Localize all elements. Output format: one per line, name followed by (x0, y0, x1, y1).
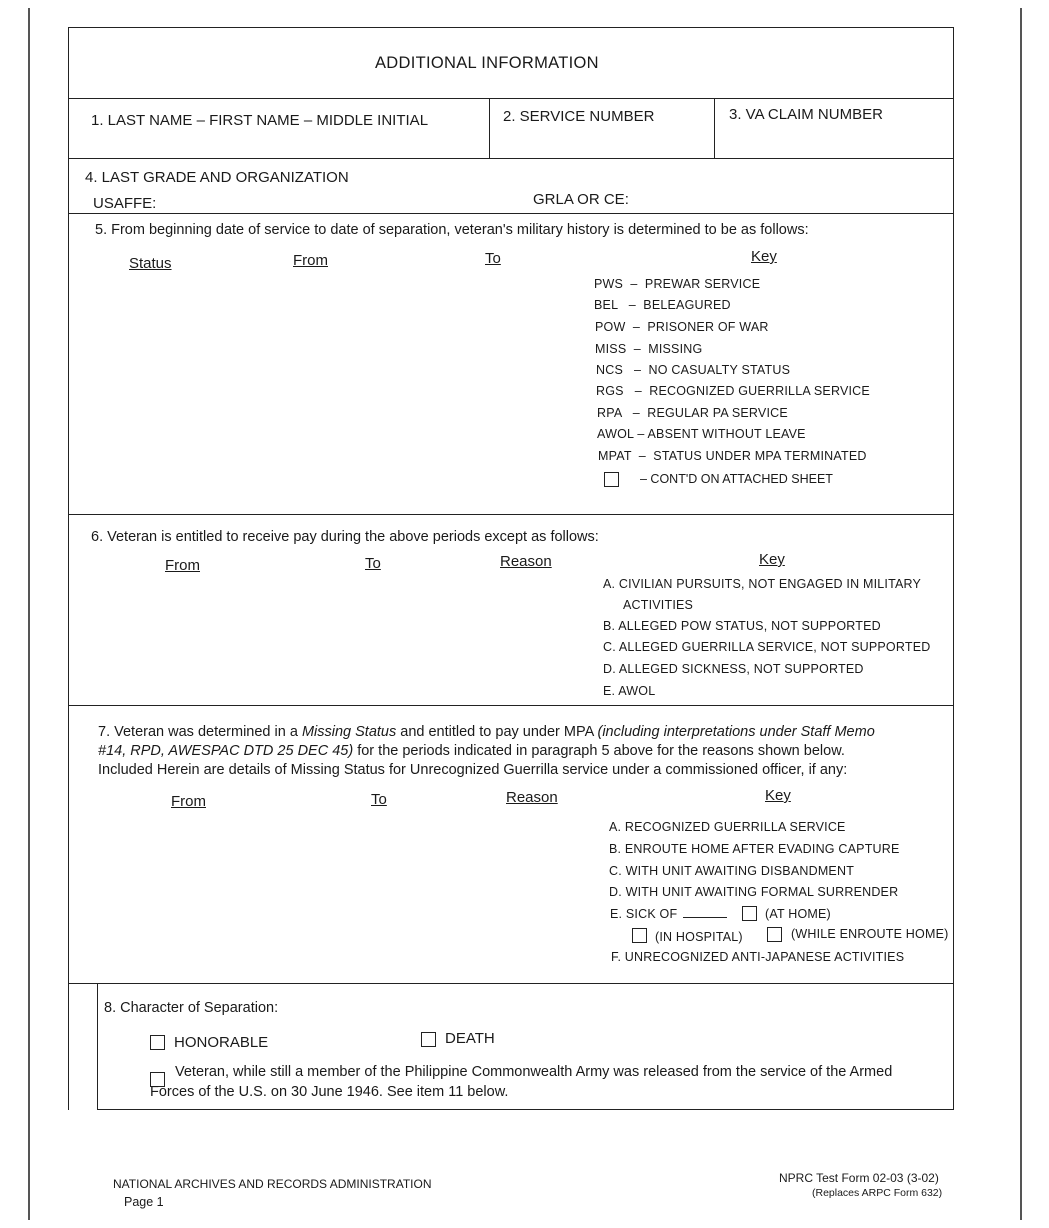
key-item: POW – PRISONER OF WAR (595, 320, 769, 334)
released-line1: Veteran, while still a member of the Philippine Commonwealth Army was released from the service of the Armed (175, 1064, 893, 1080)
contd-checkbox[interactable] (604, 472, 619, 487)
section-5-text: 5. From beginning date of service to date of separation, veteran's military history is determined to be as follows: (95, 222, 809, 238)
footer-form-id: NPRC Test Form 02-03 (3-02) (779, 1171, 939, 1185)
section-7-line1: 7. Veteran was determined in a Missing Status and entitled to pay under MPA (including interpretations under Staff Memo (98, 724, 875, 740)
at-home-checkbox[interactable] (742, 906, 757, 921)
while-enroute-checkbox[interactable] (767, 927, 782, 942)
while-enroute-label: (WHILE ENROUTE HOME) (791, 927, 949, 941)
key-item: D. WITH UNIT AWAITING FORMAL SURRENDER (609, 885, 899, 899)
col-reason: Reason (506, 789, 558, 806)
col-reason: Reason (500, 553, 552, 570)
key-item: NCS – NO CASUALTY STATUS (596, 363, 791, 377)
key-item: RPA – REGULAR PA SERVICE (597, 406, 788, 420)
footer-replaces: (Replaces ARPC Form 632) (812, 1187, 943, 1199)
col-to: To (371, 791, 387, 808)
col-status: Status (129, 255, 172, 272)
key-item: MPAT – STATUS UNDER MPA TERMINATED (598, 449, 867, 463)
death-label: DEATH (445, 1030, 495, 1047)
col-key: Key (751, 248, 777, 265)
key-item: E. SICK OF (610, 907, 735, 921)
col-key: Key (765, 787, 791, 804)
last-grade-label: 4. LAST GRADE AND ORGANIZATION (85, 169, 349, 186)
usaffe-label: USAFFE: (93, 195, 157, 212)
death-checkbox[interactable] (421, 1032, 436, 1047)
key-item: D. ALLEGED SICKNESS, NOT SUPPORTED (603, 662, 864, 676)
section-7-line3: Included Herein are details of Missing Status for Unrecognized Guerrilla service under a commissioned officer, if any: (98, 762, 848, 778)
section-6-text: 6. Veteran is entitled to receive pay during the above periods except as follows: (91, 529, 599, 545)
contd-label: – CONT'D ON ATTACHED SHEET (640, 472, 833, 486)
key-item: F. UNRECOGNIZED ANTI-JAPANESE ACTIVITIES (611, 950, 905, 964)
in-hospital-label: (IN HOSPITAL) (655, 930, 743, 944)
key-item: C. WITH UNIT AWAITING DISBANDMENT (609, 864, 855, 878)
key-item: PWS – PREWAR SERVICE (594, 277, 761, 291)
identity-row (69, 99, 953, 159)
section-5 (69, 214, 953, 515)
section-7 (69, 706, 953, 984)
section-7-line2: #14, RPD, AWESPAC DTD 25 DEC 45) for the periods indicated in paragraph 5 above for the reasons shown below. (98, 743, 845, 759)
key-item: B. ALLEGED POW STATUS, NOT SUPPORTED (603, 619, 881, 633)
section-6 (69, 515, 953, 706)
name-label: 1. LAST NAME – FIRST NAME – MIDDLE INITIAL (91, 112, 429, 129)
key-item: RGS – RECOGNIZED GUERRILLA SERVICE (596, 384, 870, 398)
key-item: E. AWOL (603, 684, 656, 698)
key-item: MISS – MISSING (595, 342, 703, 356)
col-from: From (171, 793, 206, 810)
footer-agency: NATIONAL ARCHIVES AND RECORDS ADMINISTRATION (113, 1177, 432, 1191)
key-item: ACTIVITIES (623, 598, 694, 612)
key-item: A. RECOGNIZED GUERRILLA SERVICE (609, 820, 846, 834)
form-header (69, 28, 953, 99)
col-to: To (485, 250, 501, 267)
at-home-label: (AT HOME) (765, 907, 831, 921)
honorable-checkbox[interactable] (150, 1035, 165, 1050)
service-number-label: 2. SERVICE NUMBER (503, 108, 655, 125)
key-item: B. ENROUTE HOME AFTER EVADING CAPTURE (609, 842, 900, 856)
key-item: AWOL – ABSENT WITHOUT LEAVE (597, 427, 806, 441)
form (68, 27, 954, 1110)
key-item: BEL – BELEAGURED (594, 298, 731, 312)
grla-label: GRLA OR CE: (533, 191, 629, 208)
divider (714, 99, 715, 158)
honorable-label: HONORABLE (174, 1034, 269, 1051)
col-from: From (165, 557, 200, 574)
key-item: A. CIVILIAN PURSUITS, NOT ENGAGED IN MILITARY (603, 577, 922, 591)
character-label: 8. Character of Separation: (104, 1000, 279, 1016)
released-line2: Forces of the U.S. on 30 June 1946. See item 11 below. (150, 1084, 509, 1100)
section-8 (97, 984, 953, 1110)
col-from: From (293, 252, 328, 269)
form-title: ADDITIONAL INFORMATION (375, 54, 599, 72)
grade-row (69, 159, 953, 214)
va-claim-label: 3. VA CLAIM NUMBER (729, 106, 883, 123)
footer-page: Page 1 (124, 1195, 164, 1209)
in-hospital-checkbox[interactable] (632, 928, 647, 943)
col-key: Key (759, 551, 785, 568)
col-to: To (365, 555, 381, 572)
key-item: C. ALLEGED GUERRILLA SERVICE, NOT SUPPORTED (603, 640, 931, 654)
divider (489, 99, 490, 158)
